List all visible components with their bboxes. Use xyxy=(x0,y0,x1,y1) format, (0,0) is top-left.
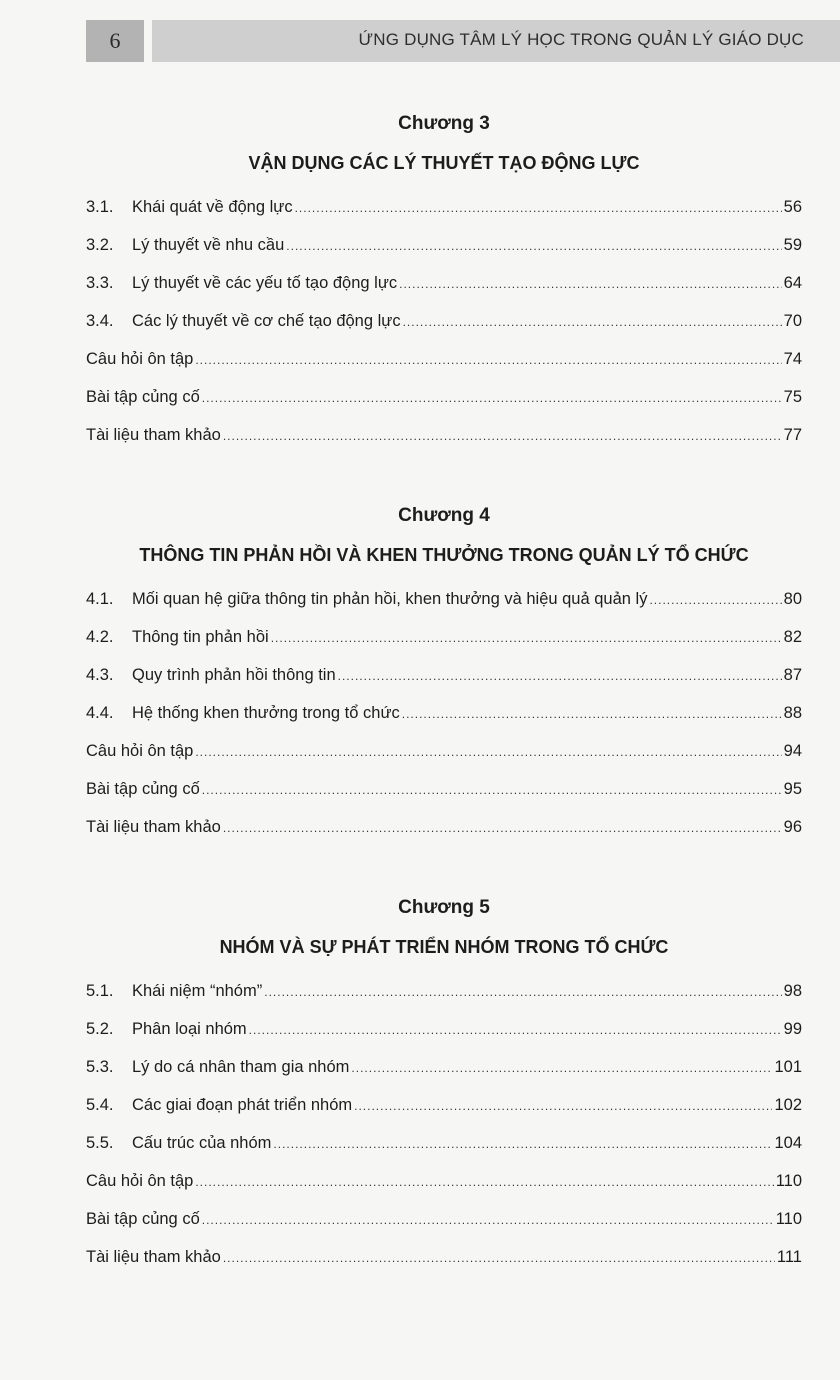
chapter-label: Chương 3 xyxy=(398,113,490,134)
chapter-title: NHÓM VÀ SỰ PHÁT TRIỂN NHÓM TRONG TỔ CHỨC xyxy=(219,937,669,957)
entry-number: 3.1. xyxy=(86,198,114,216)
chapter-title: THÔNG TIN PHẢN HỒI VÀ KHEN THƯỞNG TRONG QUẢN LÝ TỔ CHỨC xyxy=(139,545,749,565)
running-title: ỨNG DỤNG TÂM LÝ HỌC TRONG QUẢN LÝ GIÁO DỤC xyxy=(358,30,804,49)
entry-page: 94 xyxy=(783,742,802,760)
entry-title: Tài liệu tham khảo xyxy=(86,1248,221,1266)
chapter-5 xyxy=(86,894,802,1266)
dot-leader xyxy=(649,593,781,607)
toc-entry[interactable] xyxy=(86,1210,802,1236)
entry-page: 77 xyxy=(783,426,802,444)
entry-number: 3.2. xyxy=(86,236,114,254)
entry-title: Quy trình phản hồi thông tin xyxy=(132,666,336,684)
entry-title: Hệ thống khen thưởng trong tổ chức xyxy=(132,704,400,722)
dot-leader xyxy=(202,391,782,405)
toc-entry[interactable] xyxy=(86,198,802,224)
dot-leader xyxy=(402,707,782,721)
toc-entry[interactable] xyxy=(86,1172,802,1198)
entry-number: 3.4. xyxy=(86,312,114,330)
entry-title: Lý thuyết về các yếu tố tạo động lực xyxy=(132,274,398,292)
toc-entry[interactable] xyxy=(86,982,802,1008)
entry-title: Khái niệm “nhóm” xyxy=(132,982,263,1000)
entry-title: Mối quan hệ giữa thông tin phản hồi, khen thưởng và hiệu quả quản lý xyxy=(132,590,648,608)
dot-leader xyxy=(195,745,781,759)
dot-leader xyxy=(202,783,782,797)
dot-leader xyxy=(403,315,782,329)
entry-page: 88 xyxy=(783,704,802,722)
entry-page: 99 xyxy=(783,1020,802,1038)
entry-title: Tài liệu tham khảo xyxy=(86,426,221,444)
entry-number: 3.3. xyxy=(86,274,114,292)
dot-leader xyxy=(195,353,781,367)
entry-page: 59 xyxy=(783,236,802,254)
entry-page: 82 xyxy=(783,628,802,646)
entry-page: 75 xyxy=(783,388,802,406)
entry-title: Câu hỏi ôn tập xyxy=(86,1172,194,1190)
entry-page: 111 xyxy=(776,1248,802,1266)
chapter-label: Chương 5 xyxy=(398,897,490,918)
entry-page: 64 xyxy=(783,274,802,292)
toc-entry[interactable] xyxy=(86,1134,802,1160)
entry-title: Cấu trúc của nhóm xyxy=(132,1134,272,1152)
entry-title: Thông tin phản hồi xyxy=(132,628,269,646)
running-header-bar xyxy=(152,20,840,62)
dot-leader xyxy=(286,239,781,253)
entry-title: Câu hỏi ôn tập xyxy=(86,742,194,760)
dot-leader xyxy=(223,821,782,835)
dot-leader xyxy=(223,1251,775,1265)
entry-page: 56 xyxy=(783,198,802,216)
entry-number: 4.3. xyxy=(86,666,114,684)
entry-number: 4.1. xyxy=(86,590,114,608)
toc-entry[interactable] xyxy=(86,426,802,452)
entry-title: Khái quát về động lực xyxy=(132,198,293,216)
entry-page: 101 xyxy=(774,1058,802,1076)
entry-number: 4.2. xyxy=(86,628,114,646)
entry-title: Lý do cá nhân tham gia nhóm xyxy=(132,1058,350,1076)
toc-entry[interactable] xyxy=(86,388,802,414)
toc-entry[interactable] xyxy=(86,274,802,300)
dot-leader xyxy=(195,1175,773,1189)
entry-page: 96 xyxy=(783,818,802,836)
toc-entry[interactable] xyxy=(86,350,802,376)
toc-entry[interactable] xyxy=(86,742,802,768)
toc-entry[interactable] xyxy=(86,1058,802,1084)
entry-title: Câu hỏi ôn tập xyxy=(86,350,194,368)
entry-number: 5.3. xyxy=(86,1058,114,1076)
entry-page: 102 xyxy=(774,1096,802,1114)
toc-entry[interactable] xyxy=(86,1096,802,1122)
dot-leader xyxy=(249,1023,782,1037)
toc-entry[interactable] xyxy=(86,1020,802,1046)
chapter-title: VẬN DỤNG CÁC LÝ THUYẾT TẠO ĐỘNG LỰC xyxy=(248,153,640,173)
dot-leader xyxy=(202,1213,774,1227)
toc-entry[interactable] xyxy=(86,666,802,692)
toc-entry[interactable] xyxy=(86,236,802,262)
entry-number: 5.1. xyxy=(86,982,114,1000)
entry-title: Các lý thuyết về cơ chế tạo động lực xyxy=(132,312,401,330)
chapter-label: Chương 4 xyxy=(398,505,490,526)
entry-title: Lý thuyết về nhu cầu xyxy=(132,236,285,254)
dot-leader xyxy=(399,277,782,291)
page-number: 6 xyxy=(86,20,144,62)
entry-title: Phân loại nhóm xyxy=(132,1020,247,1038)
entry-title: Tài liệu tham khảo xyxy=(86,818,221,836)
toc-entry[interactable] xyxy=(86,818,802,844)
dot-leader xyxy=(354,1099,772,1113)
toc-entry[interactable] xyxy=(86,780,802,806)
entry-number: 5.4. xyxy=(86,1096,114,1114)
entry-page: 87 xyxy=(783,666,802,684)
dot-leader xyxy=(271,631,782,645)
entry-number: 5.5. xyxy=(86,1134,114,1152)
entry-page: 98 xyxy=(783,982,802,1000)
chapter-3 xyxy=(86,110,802,444)
entry-page: 74 xyxy=(783,350,802,368)
chapter-4 xyxy=(86,502,802,836)
toc-entry[interactable] xyxy=(86,704,802,730)
entry-page: 110 xyxy=(775,1210,802,1228)
dot-leader xyxy=(264,985,781,999)
entry-page: 80 xyxy=(783,590,802,608)
entry-title: Các giai đoạn phát triển nhóm xyxy=(132,1096,353,1114)
entry-title: Bài tập củng cố xyxy=(86,1210,200,1228)
entry-page: 95 xyxy=(783,780,802,798)
toc-entry[interactable] xyxy=(86,1248,802,1274)
dot-leader xyxy=(351,1061,772,1075)
entry-title: Bài tập củng cố xyxy=(86,388,200,406)
dot-leader xyxy=(273,1137,772,1151)
dot-leader xyxy=(223,429,782,443)
dot-leader xyxy=(338,669,782,683)
toc-entry[interactable] xyxy=(86,312,802,338)
entry-page: 104 xyxy=(774,1134,802,1152)
page-header xyxy=(0,0,840,64)
entry-title: Bài tập củng cố xyxy=(86,780,200,798)
entry-number: 5.2. xyxy=(86,1020,114,1038)
dot-leader xyxy=(295,201,782,215)
entry-number: 4.4. xyxy=(86,704,114,722)
entry-page: 70 xyxy=(783,312,802,330)
entry-page: 110 xyxy=(775,1172,802,1190)
toc-entry[interactable] xyxy=(86,628,802,654)
toc-entry[interactable] xyxy=(86,590,802,616)
